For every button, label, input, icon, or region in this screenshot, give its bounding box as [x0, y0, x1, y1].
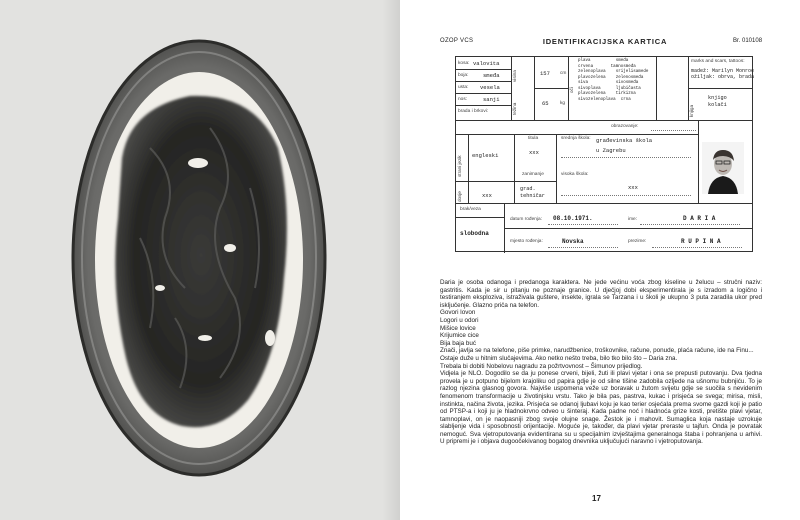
value-boja: smeđa: [483, 72, 500, 79]
label-brada: brada i brkovi:: [458, 109, 489, 114]
paragraph: Znači, javlja se na telefone, piše primke, narudžbenice, troškovnike, račune, ponude, plaća račune, ide na Finu...: [440, 347, 754, 355]
right-page: [400, 0, 800, 520]
paragraph: Ostaje duže u hitnim slučajevima. Ako netko nešto treba, bilo tko bilo što – Daria zna.: [440, 354, 678, 362]
label-zanimanje: zanimanje: [522, 172, 544, 177]
label-srednja: srednja škola:: [561, 136, 591, 141]
value-srednja: građevinska škola u Zagrebu: [596, 137, 653, 154]
paragraph: Daria je osoba odanoga i predanoga karaktera. Ne jede većinu voća zbog kiseline u želucu – stručni naziv: gastritis. Kada je sir u pitanju ne poznaje granice. U dječjoj dobi eksperimentirala je s izradom a logično i testiranjem eksploziva, istraživala guštere, insekte, igrala se Tarzana i u školi je ukupno 3 puta zaradila ukor pred isključenje. Glazno priča na telefon.: [440, 279, 762, 309]
label-cm: cm: [560, 71, 567, 76]
value-knjiga: knjigo kolači: [708, 95, 727, 108]
label-marks: marks and scars, tattoos:: [691, 59, 745, 64]
card-title: IDENTIFIKACIJSKA KARTICA: [542, 37, 668, 46]
label-kg: kg: [560, 101, 566, 106]
verse-line: Govori lovon: [440, 309, 476, 317]
value-nos: sanji: [483, 96, 500, 103]
value-ime: D A R I A: [683, 215, 716, 222]
label-mjesto: mjesto rođenja:: [510, 239, 543, 244]
label-usta: usta:: [458, 85, 469, 90]
label-visoka: visoka škola:: [561, 172, 589, 177]
label-strani-jezik: strani jezik: [457, 155, 462, 177]
photo-baked-dish: [70, 38, 328, 478]
value-visina: 157: [540, 70, 550, 77]
verse-line: Bija baja buć: [440, 339, 477, 347]
label-oci: oči: [569, 87, 574, 93]
value-dosje: xxx: [482, 192, 492, 199]
verse-line: Mišice lovice: [440, 324, 476, 332]
label-boja: boja:: [458, 73, 469, 78]
label-nos: nos:: [458, 97, 468, 102]
verse-line: Krijumice cice: [440, 332, 479, 340]
label-tezina: težina: [512, 102, 517, 115]
portrait-photo: [702, 142, 744, 194]
value-tezina: 65: [542, 100, 549, 107]
value-titula: xxx: [529, 149, 539, 156]
value-kosa: valovita: [473, 60, 500, 67]
label-brak: brak/veza: [460, 207, 481, 212]
card-number: Br. 010108: [733, 38, 763, 44]
paragraph: Vidjela je NLO. Dogodilo se da ju ponese crveni, bijeli, žuti ili plavi vjetar i ona se prepusti putovanju. Dva tjedna provela je u potpuno bijelom krajoliku od papira gdje je od silne tišine zadobila ozljede na ušnomu bubnjiću. To je razlog njezina glasnog govora. Najviše uspomena veže uz boravak u žutom svijetu gdje se suočila s nevidenim fenomenom transformacije u životinjsku vrstu. Tako je bila pas, pastrva, kukac i prisjeća se svega; mirisa, misli, instinkta, načina života, jezika. Prisjeća se odanoj ljubavi koju je kao terier osjećala prema svome gazdi koji je patio od PTSP-a i koji ju je hladnokrvno odveo u šinteraj. Kada padne noć i hladnoća grize kosti, pretište plavi vjetar, tamnoplavi, on je naopasniji zbog svoje olujne snage. Žestok je i mahovit. Sumaglica koja nastaje uzrokuje slabljenje vida i sposobnosti orijentacije. Moguće je, također, da plavi vjetar preraste u tajfun. Onda je povratak nemoguć. Sva vjetroputovanja evidentirana su u specijalnim izvještajima generalnoga štaba i pohranjena u arhivi. U pripremi je i objava dugoočekivanog bogatog dnevnika uključujući naravno i vjetroputovanja.: [440, 370, 762, 446]
value-prezime: R U P I N A: [681, 238, 721, 245]
label-obrazovanje: obrazovanje:: [611, 124, 639, 129]
value-visoka: xxx: [628, 184, 638, 191]
value-brak: slobodna: [460, 230, 489, 237]
value-marks: madež: Marilyn Monroe ožiljak: obrva, brada: [691, 68, 755, 80]
paragraph: Trebala bi dobiti Nobelovu nagradu za požrtvovnost – Šimunov prijedlog.: [440, 362, 643, 370]
page-number: 17: [592, 494, 601, 503]
biography-text: [440, 279, 762, 446]
label-datum: datum rođenja:: [510, 217, 542, 222]
value-datum: 08.10.1971.: [553, 215, 593, 222]
value-jezik: engleski: [472, 152, 499, 159]
hair-colors-list: plava smeđa crvena tamnosmeđa zelenoplava srijelisamede plavozelena zelenosmeđa siva sivosmeđa sivoplava ljubičasta plavozelena tirkizna sivozelenoplava crna: [578, 59, 649, 102]
value-mjesto: Novska: [562, 238, 584, 245]
verse-line: Logori u odori: [440, 316, 479, 324]
label-titula: titula: [528, 136, 539, 141]
label-visina: visina: [512, 70, 517, 82]
label-dosje: dosje: [457, 191, 462, 202]
label-knjiga: knjiga: [689, 104, 694, 117]
value-zanimanje: grad. tehničar: [520, 186, 545, 199]
label-kosa: kosa:: [458, 61, 470, 66]
identification-card: [455, 56, 753, 252]
label-prezime: prezime:: [628, 239, 647, 244]
value-usta: vesela: [480, 84, 500, 91]
series-label: OZOP VCS: [440, 38, 474, 44]
label-ime: ime:: [628, 217, 638, 222]
